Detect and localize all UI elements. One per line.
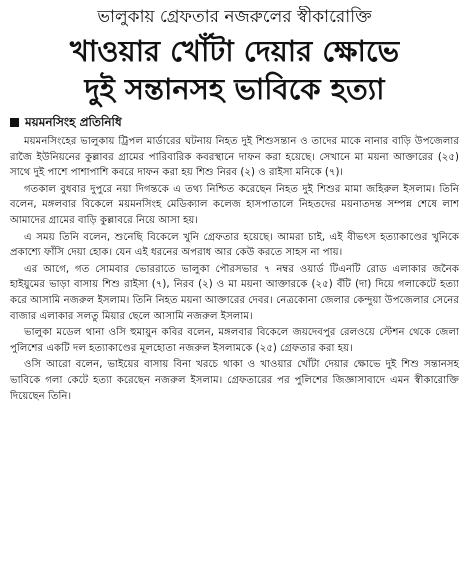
article-paragraph: এ সময় তিনি বলেন, শুনেছি বিকেলে খুনি গ্রেফতার হয়েছে। আমরা চাই, এই বীভৎস হত্যাকাণ্ডের খুনিকে প্রকাশ্যে ফাঁসি দেয়া হোক। যেন এই ধরনের অপরাধ আর কেউ করতে সাহস না পায়। — [10, 231, 459, 259]
headline-line-2: দুই সন্তানসহ ভাবিকে হত্যা — [84, 72, 385, 106]
article-paragraph: ভালুকা মডেল থানা ওসি হুমায়ুন কবির বলেন, মঙ্গলবার বিকেলে জয়দেবপুর রেলওয়ে স্টেশন থেকে জেলা পুলিশের একটি দল হত্যাকাণ্ডের মূলহোতা নজরুল ইসলামকে (২৫) গ্রেফতার করা হয়। — [10, 327, 459, 354]
byline — [10, 114, 459, 130]
article-kicker: ভালুকায় গ্রেফতার নজরুলের স্বীকারোক্তি — [97, 7, 372, 27]
article-paragraph: ওসি আরো বলেন, ভাইয়ের বাসায় বিনা খরচে থাকা ও খাওয়ার খোঁটা দেয়ার ক্ষোভে দুই শিশু সন্তানসহ ভাবিকে গলা কেটে হত্যা করেছেন নজরুল ইসলাম। গ্রেফতারের পর পুলিশের জিজ্ঞাসাবাদে এমন স্বীকারোক্তি দিয়েছেন তিনি। — [10, 359, 459, 402]
article-paragraph: এর আগে, গত সোমবার ভোররাতে ভালুকা পৌরসভার ৭ নম্বর ওয়ার্ড টিএনটি রোড এলাকার জনৈক হাইয়ুমের ভাড়া বাসায় শিশু রাইসা (৭), নিরব (২) ও মা ময়না আক্তারকে (২৫) বঁটি (দা) দিয়ে গলাকেটে হত্যা করে আসামি নজরুল ইসলাম। তিনি নিহত ময়না আক্তারের দেবর। নেত্রকোনা জেলার কেন্দুয়া উপজেলার সেনের বাজার এলাকার সলতু মিয়ার ছেলে আসামি নজরুল ইসলাম। — [10, 263, 459, 322]
article-paragraph: ময়মনসিংহের ভালুকায় ট্রিপল মার্ডারের ঘটনায় নিহত দুই শিশুসন্তান ও তাদের মাকে নানার বাড়ি উপজেলার রাজৈ ইউনিয়নের কুল্লাবর গ্রামের পারিবারিক কবরস্থানে দাফন করা হয়েছে। সেখানে মা ময়না আক্তারের (২৫) সাথে দুই পাশে পাশাপাশি কবরে দাফন করা হয় শিশু নিরব (২) ও রাইসা মনিকে (৭)। — [10, 136, 459, 179]
headline-line-1: খাওয়ার খোঁটা দেয়ার ক্ষোভে — [69, 34, 400, 68]
byline-text: ময়মনসিংহ প্রতিনিধি — [25, 115, 122, 129]
article-paragraph: গতকাল বুধবার দুপুরে নয়া দিগন্তকে এ তথ্য নিশ্চিত করেছেন নিহত দুই শিশুর মামা জহিরুল ইসলাম। তিনি বলেন, মঙ্গলবার বিকেলে ময়মনসিংহ মেডিক্যাল কলেজ হাসপাতালে নিহতদের ময়নাতদন্ত সম্পন্ন শেষে লাশ আমাদের গ্রামের বাড়ি কুল্লাবরে নিয়ে আসা হয়। — [10, 183, 459, 226]
article-body — [10, 134, 459, 404]
byline-bullet-icon — [10, 118, 19, 127]
